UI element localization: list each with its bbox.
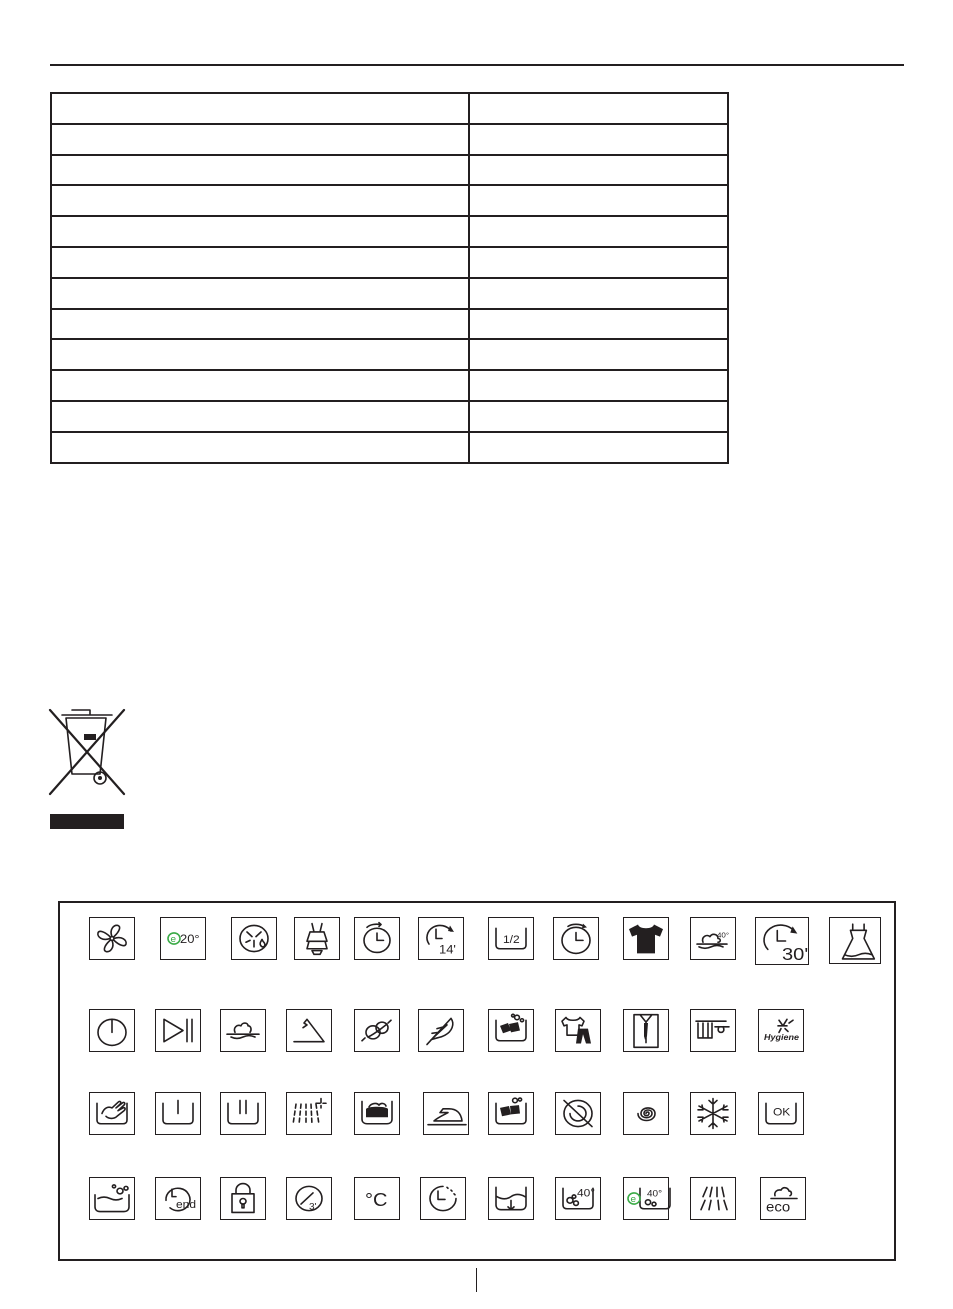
header-rule [50, 64, 904, 66]
spec-label-cell [51, 124, 469, 155]
crossed-out-wheelie-bin-icon [48, 706, 126, 796]
power-icon [89, 1009, 135, 1052]
spec-label-cell [51, 155, 469, 186]
svg-text:30': 30' [782, 944, 809, 965]
spec-value-cell [469, 93, 728, 124]
symbols-panel [58, 901, 896, 1261]
wool-40-icon [690, 917, 736, 960]
svg-text:e: e [630, 1194, 637, 1205]
single-rinse-icon [155, 1092, 201, 1135]
svg-text:14': 14' [439, 942, 456, 957]
timer-icon [354, 917, 400, 960]
spec-label-cell [51, 216, 469, 247]
weee-underline-bar [50, 814, 124, 829]
eco-40-icon [623, 1177, 669, 1220]
cold-wash-icon [690, 1092, 736, 1135]
spec-label-cell [51, 401, 469, 432]
spec-value-cell [469, 401, 728, 432]
spin-icon [623, 1092, 669, 1135]
spec-row [51, 370, 728, 401]
spec-value-cell [469, 155, 728, 186]
spec-label-cell [51, 432, 469, 463]
clock-icon [553, 917, 599, 960]
spec-label-cell [51, 278, 469, 309]
hand-wash-icon [89, 1092, 135, 1135]
temperature-icon [354, 1177, 400, 1220]
prewash-icon [488, 1092, 534, 1135]
spec-value-cell [469, 247, 728, 278]
svg-text:40°: 40° [647, 1188, 663, 1200]
cotton-40-icon [555, 1177, 601, 1220]
spec-row [51, 339, 728, 370]
quick-30-icon [755, 917, 809, 965]
svg-text:°C: °C [365, 1190, 388, 1211]
spec-value-cell [469, 124, 728, 155]
svg-text:e: e [170, 934, 177, 945]
spec-row [51, 185, 728, 216]
ok-icon [758, 1092, 804, 1135]
spec-label-cell [51, 370, 469, 401]
steam-wash-icon [220, 1009, 266, 1052]
spin-drain-icon [231, 917, 277, 960]
spec-row [51, 401, 728, 432]
drain-icon [488, 1177, 534, 1220]
spec-row [51, 247, 728, 278]
spec-label-cell [51, 247, 469, 278]
spec-label-cell [51, 93, 469, 124]
tshirt-dark-icon [623, 917, 669, 960]
wool-icon [354, 1009, 400, 1052]
fan-icon [89, 917, 135, 960]
double-rinse-icon [220, 1092, 266, 1135]
door-lock-icon [220, 1177, 266, 1220]
page-separator-mark [476, 1268, 477, 1292]
half-load-icon [488, 917, 534, 960]
svg-text:end: end [176, 1199, 196, 1211]
spec-table [50, 92, 729, 464]
spec-value-cell [469, 339, 728, 370]
svg-text:Hygiene: Hygiene [764, 1032, 799, 1042]
dress-icon [829, 917, 881, 964]
spec-row [51, 432, 728, 463]
express-3-icon [286, 1177, 332, 1220]
spec-label-cell [51, 309, 469, 340]
svg-text:OK: OK [773, 1106, 791, 1119]
start-pause-icon [155, 1009, 201, 1052]
soak-icon [89, 1177, 135, 1220]
spec-row [51, 278, 728, 309]
mixed-icon [555, 1009, 601, 1052]
spec-row [51, 93, 728, 124]
quick-14-icon [418, 917, 464, 960]
feather-icon [418, 1009, 464, 1052]
delay-icon [420, 1177, 466, 1220]
spec-value-cell [469, 278, 728, 309]
spec-row [51, 309, 728, 340]
dark-wash-icon [488, 1009, 534, 1052]
extra-rinse-icon [286, 1092, 332, 1135]
spec-row [51, 124, 728, 155]
spec-value-cell [469, 370, 728, 401]
tub-clean-icon [354, 1092, 400, 1135]
svg-text:1/2: 1/2 [503, 934, 520, 947]
spec-row [51, 216, 728, 247]
eco-20-icon [160, 917, 206, 960]
spec-label-cell [51, 185, 469, 216]
eco-icon [760, 1177, 806, 1220]
spec-row [51, 155, 728, 186]
svg-text:40°: 40° [577, 1187, 596, 1200]
no-spin-icon [555, 1092, 601, 1135]
curtains-icon [690, 1009, 736, 1052]
svg-text:20°: 20° [180, 932, 200, 947]
spec-value-cell [469, 432, 728, 463]
svg-text:3': 3' [309, 1201, 317, 1213]
lingerie-icon [294, 917, 340, 960]
spec-value-cell [469, 185, 728, 216]
spec-value-cell [469, 216, 728, 247]
spec-value-cell [469, 309, 728, 340]
synthetics-icon [286, 1009, 332, 1052]
spec-label-cell [51, 339, 469, 370]
end-time-icon [155, 1177, 201, 1220]
shirt-icon [623, 1009, 669, 1052]
svg-text:eco: eco [766, 1199, 791, 1216]
hygiene-icon [758, 1009, 804, 1052]
shower-icon [690, 1177, 736, 1220]
svg-text:40°: 40° [717, 930, 730, 940]
easy-iron-icon [423, 1092, 469, 1135]
